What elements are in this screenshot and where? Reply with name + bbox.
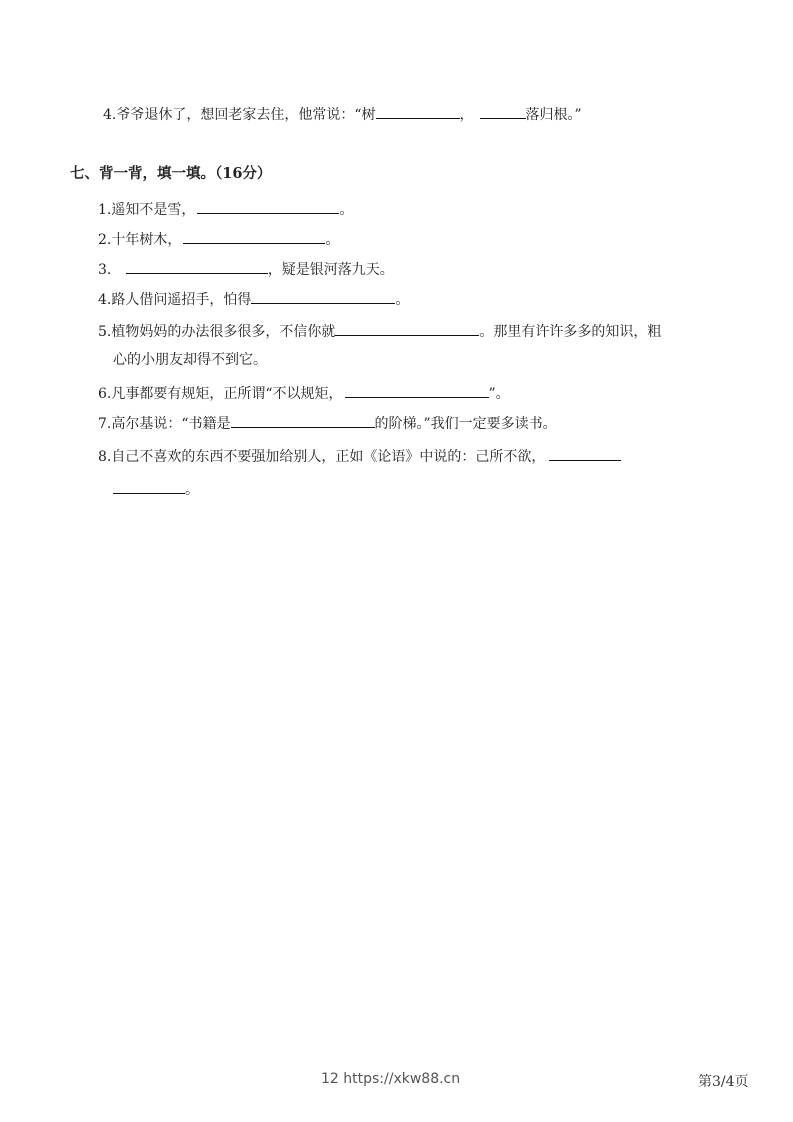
text: 。那里有许许多多的知识，粗: [479, 324, 662, 340]
text: 落归根。”: [525, 107, 582, 123]
text: 4.爷爷退休了，想回老家去住，他常说：“树: [103, 107, 376, 123]
text: 7.高尔基说：“书籍是: [98, 416, 231, 432]
item-3: [98, 258, 394, 280]
text: 。: [325, 232, 340, 248]
item-2: [98, 228, 339, 250]
question-4-prev: [103, 103, 582, 125]
text: 1.遥知不是雪，: [98, 202, 196, 218]
answer-blank[interactable]: [231, 412, 375, 428]
text: 。: [339, 202, 354, 218]
text: 2.十年树木，: [98, 232, 182, 248]
answer-blank[interactable]: [113, 478, 185, 494]
item-6: [98, 382, 510, 404]
text: ，疑是银河落九天。: [267, 262, 394, 278]
text: ”。: [488, 386, 510, 402]
item-5-cont: 心的小朋友却得不到它。: [113, 352, 267, 368]
answer-blank[interactable]: [126, 258, 268, 274]
answer-blank[interactable]: [251, 288, 395, 304]
item-4: [98, 288, 409, 310]
footer-link[interactable]: 12 https://xkw88.cn: [321, 1071, 461, 1087]
answer-blank[interactable]: [197, 198, 339, 214]
text: 3.: [98, 262, 116, 278]
item-7: [98, 412, 557, 434]
text: 6.凡事都要有规矩，正所谓“不以规矩，: [98, 386, 343, 402]
text: ，: [459, 107, 474, 123]
section-heading: 七、背一背，填一填。（16分）: [70, 165, 272, 182]
answer-blank[interactable]: [345, 382, 489, 398]
answer-blank[interactable]: [549, 445, 621, 461]
text: 。: [185, 482, 199, 498]
answer-blank[interactable]: [480, 103, 526, 119]
text: 4.路人借问遥招手，怕得: [98, 292, 252, 308]
item-8: [98, 445, 621, 467]
item-1: [98, 198, 353, 220]
text: 8.自己不喜欢的东西不要强加给别人，正如《论语》中说的：己所不欲，: [98, 449, 546, 465]
text: 5.植物妈妈的办法很多很多，不信你就: [98, 324, 336, 340]
item-8-cont: [113, 478, 199, 500]
text: 。: [395, 292, 410, 308]
answer-blank[interactable]: [376, 103, 460, 119]
answer-blank[interactable]: [335, 320, 479, 336]
answer-blank[interactable]: [183, 228, 325, 244]
page-number: 第3/4页: [698, 1074, 749, 1090]
text: 的阶梯。”我们一定要多读书。: [374, 416, 557, 432]
item-5: [98, 320, 661, 342]
